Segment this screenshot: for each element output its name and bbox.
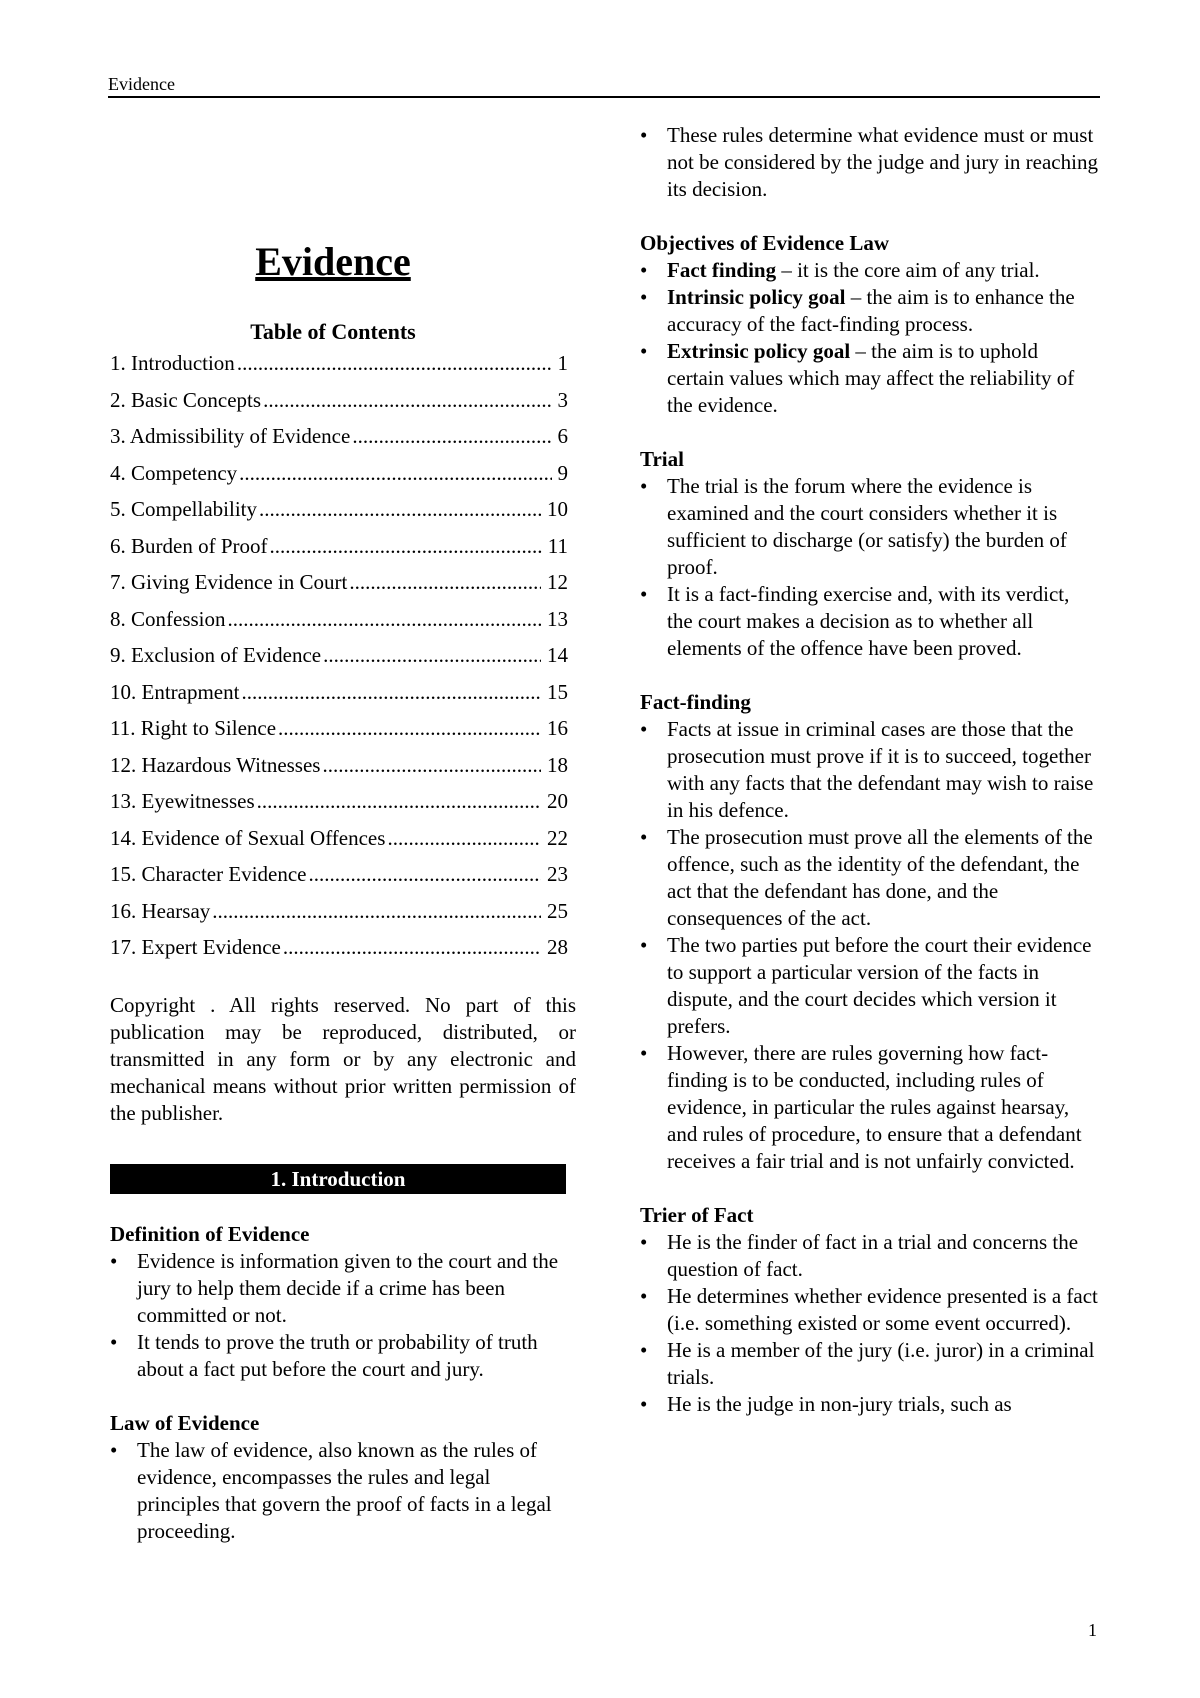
toc-entry[interactable]	[110, 935, 568, 972]
toc-entry-page: 16	[547, 716, 568, 740]
bullet-text: Evidence is information given to the court and the jury to help them decide if a crime has been committed or not.	[137, 1248, 559, 1327]
toc-leader-dots	[278, 716, 541, 741]
toc-entry-page: 15	[547, 679, 568, 704]
toc-entry-label: 10. Entrapment	[110, 679, 240, 704]
trial-heading: Trial	[640, 447, 684, 471]
toc-entry-label: 2. Basic Concepts	[110, 387, 262, 412]
toc-entry[interactable]	[110, 826, 568, 863]
definition-bullets	[110, 1248, 576, 1383]
bullet-item	[110, 1248, 576, 1329]
bullet-text: He is a member of the jury (i.e. juror) in a criminal trials.	[667, 1338, 1095, 1389]
running-header: Evidence	[108, 74, 175, 94]
bullet-text: Facts at issue in criminal cases are those that the prosecution must prove if it is to succeed, together with any facts that the defendant may wish to raise in his defence.	[667, 717, 1094, 822]
toc-entry[interactable]	[110, 388, 568, 425]
bullet-icon: •	[640, 474, 648, 498]
toc-entry[interactable]	[110, 607, 568, 644]
toc-entry[interactable]	[110, 680, 568, 717]
toc-entry[interactable]	[110, 424, 568, 461]
toc-leader-dots	[212, 899, 541, 924]
toc-entry-page: 20	[547, 789, 568, 813]
bullet-text: However, there are rules governing how fact-finding is to be conducted, including rules of evidence, in particular the rules against hearsay, and rules of procedure, to ensure that a defendant receives a fair trial and is not unfairly convicted.	[667, 1041, 1082, 1173]
bullet-text: The two parties put before the court their evidence to support a particular version of the facts in dispute, and the court decides which version it prefers.	[667, 933, 1092, 1038]
toc-entry[interactable]	[110, 899, 568, 936]
toc-entry[interactable]	[110, 570, 568, 607]
bullet-item	[640, 122, 1100, 203]
toc-entry-page: 9	[557, 460, 568, 485]
objective-term: Extrinsic policy goal	[667, 339, 851, 363]
bullet-item	[640, 338, 1100, 419]
bullet-text: It tends to prove the truth or probability of truth about a fact put before the court and jury.	[137, 1329, 538, 1381]
bullet-icon: •	[640, 1284, 648, 1308]
toc-entry-page: 23	[547, 862, 568, 886]
toc-entry-page: 13	[547, 606, 568, 631]
bullet-icon: •	[640, 1338, 648, 1362]
bullet-icon: •	[110, 1248, 118, 1273]
bullet-icon: •	[640, 933, 648, 957]
bullet-icon: •	[640, 717, 648, 741]
fact-finding-heading: Fact-finding	[640, 690, 751, 714]
bullet-text: The prosecution must prove all the elements of the offence, such as the identity of the defendant, the act that the defendant has done, and the consequences of the act.	[667, 825, 1093, 930]
bullet-icon: •	[640, 825, 648, 849]
table-of-contents	[110, 351, 568, 972]
toc-entry-label: 9. Exclusion of Evidence	[110, 643, 322, 667]
bullet-item	[640, 1283, 1100, 1337]
toc-entry-label: 4. Competency	[110, 460, 238, 485]
toc-entry[interactable]	[110, 461, 568, 498]
toc-leader-dots	[323, 643, 541, 668]
bullet-icon: •	[640, 258, 648, 282]
toc-entry-label: 17. Expert Evidence	[110, 935, 281, 959]
objective-text: – the aim is to uphold certain values which may affect the reliability of the evidence.	[667, 339, 1075, 417]
toc-entry[interactable]	[110, 351, 568, 388]
toc-entry-page: 6	[557, 424, 568, 448]
bullet-icon: •	[110, 1329, 118, 1354]
objective-text: – the aim is to enhance the accuracy of the fact-finding process.	[667, 285, 1075, 336]
bullet-item	[640, 1337, 1100, 1391]
toc-leader-dots	[269, 534, 541, 559]
toc-leader-dots	[259, 497, 541, 522]
toc-entry-label: 13. Eyewitnesses	[110, 789, 255, 813]
toc-entry[interactable]	[110, 643, 568, 680]
toc-entry-page: 28	[547, 935, 568, 959]
bullet-text: He is the judge in non-jury trials, such as	[667, 1392, 1012, 1416]
trial-bullets	[640, 473, 1100, 662]
toc-entry-label: 6. Burden of Proof	[110, 533, 268, 558]
toc-entry-label: 12. Hazardous Witnesses	[110, 752, 321, 777]
definition-heading: Definition of Evidence	[110, 1221, 310, 1246]
copyright-notice: Copyright . All rights reserved. No part of this publication may be reproduced, distributed, or transmitted in any form or by any electronic and mechanical means without prior written permission of the publisher.	[110, 992, 576, 1125]
bullet-text: These rules determine what evidence must or must not be considered by the judge and jury in reaching its decision.	[667, 123, 1098, 201]
toc-entry-page: 3	[557, 387, 568, 412]
bullet-icon: •	[640, 339, 648, 363]
intro-bullets	[640, 122, 1100, 203]
toc-leader-dots	[322, 753, 541, 778]
law-bullets	[110, 1437, 576, 1545]
bullet-item	[110, 1437, 576, 1545]
bullet-icon: •	[640, 285, 648, 309]
bullet-icon: •	[640, 1041, 648, 1065]
bullet-item	[640, 716, 1100, 824]
toc-entry-page: 10	[547, 497, 568, 521]
bullet-item	[640, 473, 1100, 581]
page-number: 1	[1088, 1620, 1097, 1640]
toc-entry[interactable]	[110, 497, 568, 534]
toc-entry-label: 15. Character Evidence	[110, 862, 307, 886]
fact-finding-bullets	[640, 716, 1100, 1175]
document-title: Evidence	[255, 239, 411, 284]
trier-heading: Trier of Fact	[640, 1203, 754, 1227]
bullet-icon: •	[640, 1392, 648, 1416]
toc-leader-dots	[228, 607, 542, 632]
trier-bullets	[640, 1229, 1100, 1418]
objectives-heading: Objectives of Evidence Law	[640, 231, 890, 255]
bullet-text: It is a fact-finding exercise and, with its verdict, the court makes a decision as to whether all elements of the offence have been proved.	[667, 582, 1070, 660]
toc-entry-page: 22	[547, 825, 568, 850]
toc-entry-label: 14. Evidence of Sexual Offences	[110, 825, 386, 850]
toc-entry-page: 14	[547, 643, 568, 667]
toc-entry[interactable]	[110, 534, 568, 571]
bullet-item	[640, 284, 1100, 338]
section-heading-bar: 1. Introduction	[110, 1164, 566, 1194]
objectives-bullets	[640, 257, 1100, 419]
toc-entry-page: 1	[557, 351, 568, 375]
bullet-item	[640, 257, 1100, 284]
toc-entry-label: 7. Giving Evidence in Court	[110, 570, 348, 594]
toc-leader-dots	[241, 680, 541, 705]
toc-entry-label: 5. Compellability	[110, 497, 257, 521]
bullet-text: The law of evidence, also known as the rules of evidence, encompasses the rules and legal principles that govern the proof of facts in a legal proceeding.	[137, 1437, 552, 1543]
toc-heading: Table of Contents	[250, 319, 416, 344]
bullet-item	[640, 1391, 1100, 1418]
toc-entry-page: 12	[547, 570, 568, 594]
toc-entry-page: 11	[547, 533, 568, 558]
bullet-item	[640, 1040, 1100, 1175]
toc-entry-label: 8. Confession	[110, 606, 226, 631]
toc-entry[interactable]	[110, 753, 568, 790]
toc-entry[interactable]	[110, 789, 568, 826]
bullet-icon: •	[110, 1437, 118, 1462]
bullet-item	[110, 1329, 576, 1383]
toc-entry-page: 18	[547, 752, 568, 777]
toc-leader-dots	[237, 351, 552, 376]
law-heading: Law of Evidence	[110, 1410, 260, 1435]
toc-entry-label: 16. Hearsay	[110, 898, 211, 923]
toc-entry[interactable]	[110, 716, 568, 753]
toc-leader-dots	[263, 388, 551, 413]
toc-leader-dots	[387, 826, 541, 851]
bullet-icon: •	[640, 582, 648, 606]
toc-leader-dots	[349, 570, 541, 595]
toc-entry-label: 3. Admissibility of Evidence	[110, 424, 351, 448]
toc-entry-label: 11. Right to Silence	[110, 716, 277, 740]
objective-term: Fact finding	[667, 258, 777, 282]
toc-leader-dots	[309, 862, 542, 887]
bullet-text: The trial is the forum where the evidence is examined and the court considers whether it is sufficient to discharge (or satisfy) the burden of proof.	[667, 474, 1067, 579]
toc-leader-dots	[257, 789, 541, 814]
bullet-text: He determines whether evidence presented is a fact (i.e. something existed or some event occurred).	[667, 1284, 1098, 1335]
bullet-item	[640, 824, 1100, 932]
toc-leader-dots	[283, 935, 541, 960]
objective-text: – it is the core aim of any trial.	[776, 258, 1040, 282]
right-column	[640, 122, 1100, 1418]
bullet-icon: •	[640, 1230, 648, 1254]
toc-entry-page: 25	[547, 898, 568, 923]
left-column	[110, 110, 576, 1545]
bullet-item	[640, 1229, 1100, 1283]
toc-entry[interactable]	[110, 862, 568, 899]
objective-term: Intrinsic policy goal	[667, 285, 846, 309]
bullet-text: He is the finder of fact in a trial and concerns the question of fact.	[667, 1230, 1079, 1281]
bullet-item	[640, 581, 1100, 662]
toc-leader-dots	[239, 461, 551, 486]
toc-leader-dots	[352, 424, 551, 449]
header-rule	[108, 96, 1100, 98]
bullet-icon: •	[640, 123, 648, 147]
bullet-item	[640, 932, 1100, 1040]
toc-entry-label: 1. Introduction	[110, 351, 235, 375]
